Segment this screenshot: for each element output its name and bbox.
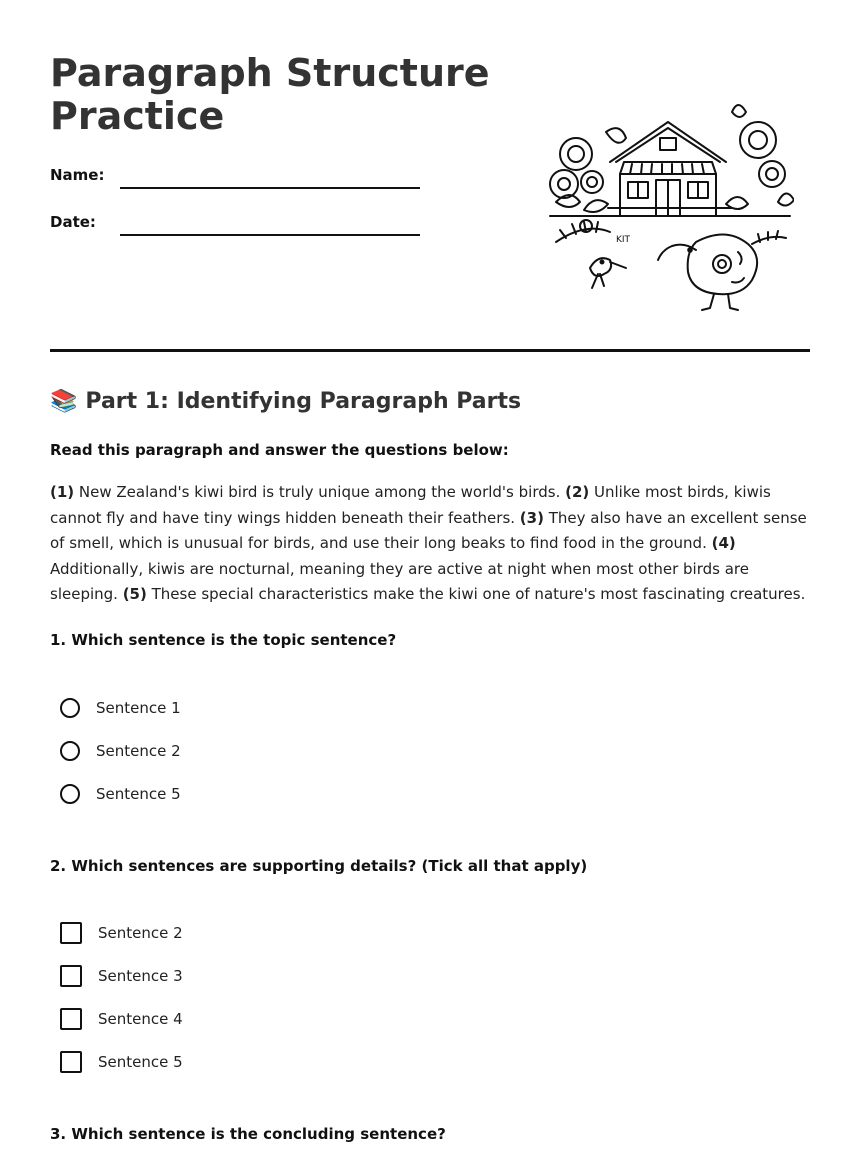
- kiwi-passage: [50, 480, 810, 608]
- name-label: Name:: [50, 166, 105, 184]
- question-1: 1. Which sentence is the topic sentence?: [50, 631, 397, 649]
- date-label: Date:: [50, 213, 96, 231]
- checkbox[interactable]: [60, 1051, 82, 1073]
- books-icon: 📚: [50, 389, 78, 414]
- question-2: 2. Which sentences are supporting details? (Tick all that apply): [50, 857, 588, 875]
- radio-button[interactable]: [60, 784, 80, 804]
- sentence-text: Unlike most birds, kiwis cannot fly and have tiny wings hidden beneath their feathers.: [50, 483, 771, 527]
- part1-title-text: Part 1: Identifying Paragraph Parts: [85, 389, 522, 414]
- sentence-number: (5): [122, 585, 147, 604]
- sentence-number: (4): [711, 534, 736, 553]
- illustration-sign-text: KIT: [616, 235, 631, 245]
- option-label: Sentence 3: [98, 967, 183, 985]
- q2-option-sentence-2[interactable]: [60, 920, 183, 946]
- q1-option-sentence-1[interactable]: [60, 695, 181, 721]
- q2-option-sentence-3[interactable]: [60, 963, 183, 989]
- option-label: Sentence 5: [98, 1053, 183, 1071]
- page-title: Paragraph Structure Practice: [50, 51, 490, 138]
- house-kiwi-illustration-icon: [546, 92, 794, 314]
- q2-option-sentence-4[interactable]: [60, 1006, 183, 1032]
- option-label: Sentence 2: [96, 742, 181, 760]
- option-label: Sentence 5: [96, 785, 181, 803]
- header-divider: [50, 349, 810, 352]
- question-3: 3. Which sentence is the concluding sentence?: [50, 1125, 446, 1143]
- sentence-number: (3): [519, 508, 544, 527]
- checkbox[interactable]: [60, 1008, 82, 1030]
- sentence-text: They also have an excellent sense of smell, which is unusual for birds, and use their long beaks to find food in the ground.: [50, 508, 807, 553]
- date-input-line[interactable]: [120, 234, 420, 236]
- checkbox[interactable]: [60, 965, 82, 987]
- sentence-text: New Zealand's kiwi bird is truly unique among the world's birds.: [74, 483, 566, 501]
- sentence-number: (2): [565, 483, 590, 501]
- part1-instruction: Read this paragraph and answer the questions below:: [50, 441, 509, 459]
- part1-title: [50, 389, 521, 414]
- q1-option-sentence-5[interactable]: [60, 781, 181, 807]
- sentence-number: (1): [50, 483, 75, 501]
- sentence-text: Additionally, kiwis are nocturnal, meaning they are active at night when most other birds are sleeping.: [50, 559, 749, 604]
- name-input-line[interactable]: [120, 187, 420, 189]
- worksheet-page: [50, 0, 810, 1161]
- sentence-text: These special characteristics make the kiwi one of nature's most fascinating creatures.: [146, 585, 806, 604]
- option-label: Sentence 2: [98, 924, 183, 942]
- radio-button[interactable]: [60, 698, 80, 718]
- checkbox[interactable]: [60, 922, 82, 944]
- radio-button[interactable]: [60, 741, 80, 761]
- option-label: Sentence 4: [98, 1010, 183, 1028]
- q2-option-sentence-5[interactable]: [60, 1049, 183, 1075]
- q1-option-sentence-2[interactable]: [60, 738, 181, 764]
- option-label: Sentence 1: [96, 699, 181, 717]
